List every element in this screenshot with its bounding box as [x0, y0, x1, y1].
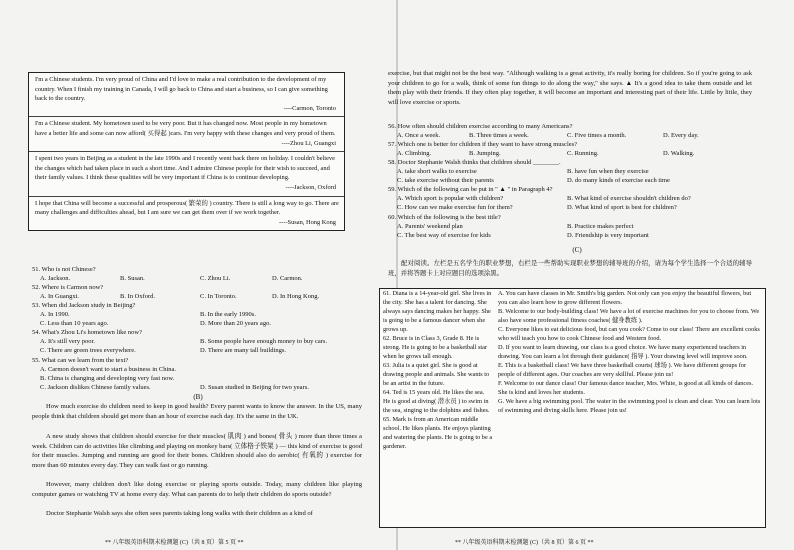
option: D. do many kinds of exercise each time: [567, 177, 670, 184]
question-stem: 52. Where is Carmon now?: [32, 284, 104, 291]
option: D. Every day.: [663, 132, 699, 139]
quote-jackson: [29, 152, 344, 196]
option: D. Walking.: [663, 150, 695, 157]
quote-signature: ----Susan, Hong Kong: [279, 218, 336, 226]
paragraph: exercise, but that might not be the best way. "Although walking is a great activity, it's really boring for children. So if you're going to ask your children to go for a walk, think of some fun things to do along the way," she says. ▲ It's a good idea to take them outside and let them play with their friends. If they often play together, it will become an important and interesting part of their life. Little by little, they will love exercise or sports.: [388, 70, 752, 106]
class-item: E. This is a basketball class! We have three basketball courts( 球场 ). We have different groups for people of different ages. Our coaches are very skillful. Please join us!: [498, 362, 747, 378]
quote-text: I'm a Chinese student. My hometown used to be very poor. But it has changed now. Most people in my hometown have a better life and some can now afford( 买得起 )cars. I'm very happy with these changes and very proud of them.: [35, 120, 336, 137]
option: D. Susan studied in Beijing for two years.: [200, 384, 309, 391]
class-item: D. If you want to learn drawing, our class is a good choice. We have many experienced teachers in drawing. You can learn a lot through their guidance( 指导 ). Your drawing level will improve soon.: [498, 344, 748, 360]
instructions: 配对阅读。左栏是五名学生的职业梦想，右栏是一些帮助实现职业梦想的辅导班的介绍，请为每个学生选择一个合适的辅导班，并将答题卡上对应题目的选项涂黑。: [388, 259, 752, 277]
question-stem: 55. What can we learn from the text?: [32, 357, 129, 364]
classes-column: [495, 288, 766, 528]
quote-text: I spent two years in Beijing as a student in the late 1990s and I recently went back there on holiday. I couldn't believe the changes which had taken place in such a short time. And I admire Chinese people for their wish to succeed, and their family values. I think these qualities will be very important if China is to continue developing.: [35, 155, 335, 182]
paragraph: A new study shows that children should exercise for their muscles( 肌肉 ) and bones( 骨头 ) more than three times a week. Children can do activities like climbing and playing on monkey bars( 立体格子铁架 ) — this kind of exercise is good for their muscles. Jumping and running are good for their bones. Children should also do aerobic( 有氧的 ) exercise for more than 60 minutes every day. They can walk fast or go running.: [32, 433, 362, 469]
page-footer: ** 八年级英语科期末检测题 (C)（共 8 页）第 6 页 **: [455, 540, 594, 546]
class-item: A. You can have classes in Mr. Smith's big garden. Not only can you enjoy the beautiful flowers, but you can also learn how to grow different flowers.: [498, 290, 752, 306]
option: D. Carmon.: [272, 275, 303, 282]
page-footer: ** 八年级英语科期末检测题 (C)（共 8 页）第 5 页 **: [105, 540, 244, 546]
quote-text: I hope that China will become a successful and prosperous( 繁荣的 ) country. There is still a long way to go. There are many challenges and difficulties ahead, but I am sure we can get them over if we work together.: [35, 199, 339, 217]
class-item: F. Welcome to our dance class! Our famous dance teacher, Mrs. White, is good at all kinds of dances. She is kind and loves her students.: [498, 380, 754, 396]
option: B. have fun when they exercise: [567, 168, 649, 175]
option: B. What kind of exercise shouldn't children do?: [567, 195, 691, 202]
paragraph: Doctor Stephanie Walsh says she often sees parents taking long walks with their children as a kind of: [46, 510, 313, 517]
question-stem: 53. When did Jackson study in Beijing?: [32, 302, 136, 309]
option: B. Susan.: [120, 275, 145, 282]
section-label: (C): [572, 246, 582, 254]
option: C. Running.: [567, 150, 599, 157]
option: A. Once a week.: [397, 132, 441, 139]
option: C. Five times a month.: [567, 132, 627, 139]
paragraph: How much exercise do children need to keep in good health? Every parent wants to know the answer. In the US, many people think that children should get more than an hour of exercise each day. It's the same in the UK.: [32, 403, 362, 420]
option: C. Less than 10 years ago.: [40, 320, 109, 327]
student-item: 65. Mark is from an American middle school. He likes plants. He enjoys planting and watering the plants. He is going to be a gardener.: [383, 416, 493, 450]
quote-signature: ----Zhou Li, Guangxi: [281, 139, 336, 147]
option: B. Practice makes perfect: [567, 223, 634, 230]
option: A. In Guangxi.: [40, 293, 79, 300]
quote-signature: ----Carmon, Toronto: [283, 104, 336, 112]
student-item: 61. Diana is a 14-year-old girl. She lives in the city. She has a talent for dancing. She always says dancing makes her happy. She is going to be a famous dancer when she grows up.: [383, 290, 492, 333]
quotes-box: [28, 72, 345, 231]
option: A. Climbing.: [397, 150, 432, 157]
student-item: 64. Ted is 15 years old. He likes the sea. He is good at diving( 潜水员 ) to swim in the sea, singing to the dolphins and fishes.: [383, 389, 490, 414]
students-column: [379, 288, 497, 528]
option: A. In 1990.: [40, 311, 70, 318]
option: D. In Hong Kong.: [272, 293, 320, 300]
class-item: G. We have a big swimming pool. The water in the swimming pool is clean and clear. You can learn lots of swimming and diving skills here. Please join us!: [498, 398, 761, 414]
question-stem: 56. How often should children exercise according to many Americans?: [388, 123, 573, 130]
option: C. Zhou Li.: [200, 275, 231, 282]
option: A. Carmon doesn't want to start a business in China.: [40, 366, 177, 373]
option: A. It's still very poor.: [40, 338, 95, 345]
option: A. take short walks to exercise: [397, 168, 477, 175]
question-stem: 60. Which of the following is the best title?: [388, 214, 501, 221]
section-label: (B): [193, 393, 203, 401]
option: D. There are many tall buildings.: [200, 347, 286, 354]
quote-zhou-li: [29, 117, 344, 152]
student-item: 62. Bruce is in Class 3, Grade 8. He is strong. He is going to be a basketball star when he grows tall enough.: [383, 335, 488, 360]
option: D. More than 20 years ago.: [200, 320, 271, 327]
question-stem: 58. Doctor Stephanie Walsh thinks that children should ________.: [388, 159, 561, 166]
option: B. Some people have enough money to buy cars.: [200, 338, 328, 345]
option: B. China is changing and developing very fast now.: [40, 375, 175, 382]
option: C. In Toronto.: [200, 293, 237, 300]
option: A. Which sport is popular with children?: [397, 195, 504, 202]
option: B. Three times a week.: [469, 132, 529, 139]
student-item: 63. Julia is a quiet girl. She is good at drawing people and animals. She wants to be an artist in the future.: [383, 362, 490, 387]
question-stem: 54. What's Zhou Li's hometown like now?: [32, 329, 142, 336]
option: C. take exercise without their parents: [397, 177, 494, 184]
class-item: B. Welcome to our body-building class! We have a lot of exercise machines for you to choose from. We also have some professional fitness coaches( 健身教练 ).: [498, 308, 760, 324]
option: B. In the early 1990s.: [200, 311, 256, 318]
option: C. There are green trees everywhere.: [40, 347, 136, 354]
option: A. Parents' weekend plan: [397, 223, 463, 230]
quote-signature: ----Jackson, Oxford: [285, 183, 336, 191]
right-page: [383, 0, 794, 550]
option: B. In Oxford.: [120, 293, 156, 300]
option: C. The best way of exercise for kids: [397, 232, 491, 239]
option: D. What kind of sport is best for children?: [567, 204, 677, 211]
question-stem: 57. Which one is better for children if they want to have strong muscles?: [388, 141, 578, 148]
quote-carmon: [29, 73, 344, 117]
quote-text: I'm a Chinese students. I'm very proud of China and I'd love to make a real contribution to the development of my country. When I finish my training in Canada, I will go back to China and start a business, so I can give something back to the country.: [35, 76, 328, 103]
option: C. How can we make exercise fun for them?: [397, 204, 513, 211]
option: B. Jumping.: [469, 150, 501, 157]
option: A. Jackson.: [40, 275, 71, 282]
option: D. Friendship is very important: [567, 232, 649, 239]
question-stem: 51. Who is not Chinese?: [32, 266, 96, 273]
paragraph: However, many children don't like doing exercise or playing sports outside. Today, many children like playing computer games or watching TV at home every day. What can parents do to help their children do sports outside?: [32, 481, 362, 498]
option: C. Jackson dislikes Chinese family values.: [40, 384, 151, 391]
class-item: C. Everyone likes to eat delicious food, but can you cook? Come to our class! There are excellent cooks who will teach you how to cook Chinese food and Western food.: [498, 326, 760, 342]
quote-susan: [29, 197, 344, 231]
question-stem: 59. Which of the following can be put in " ▲ " in Paragraph 4?: [388, 186, 553, 193]
